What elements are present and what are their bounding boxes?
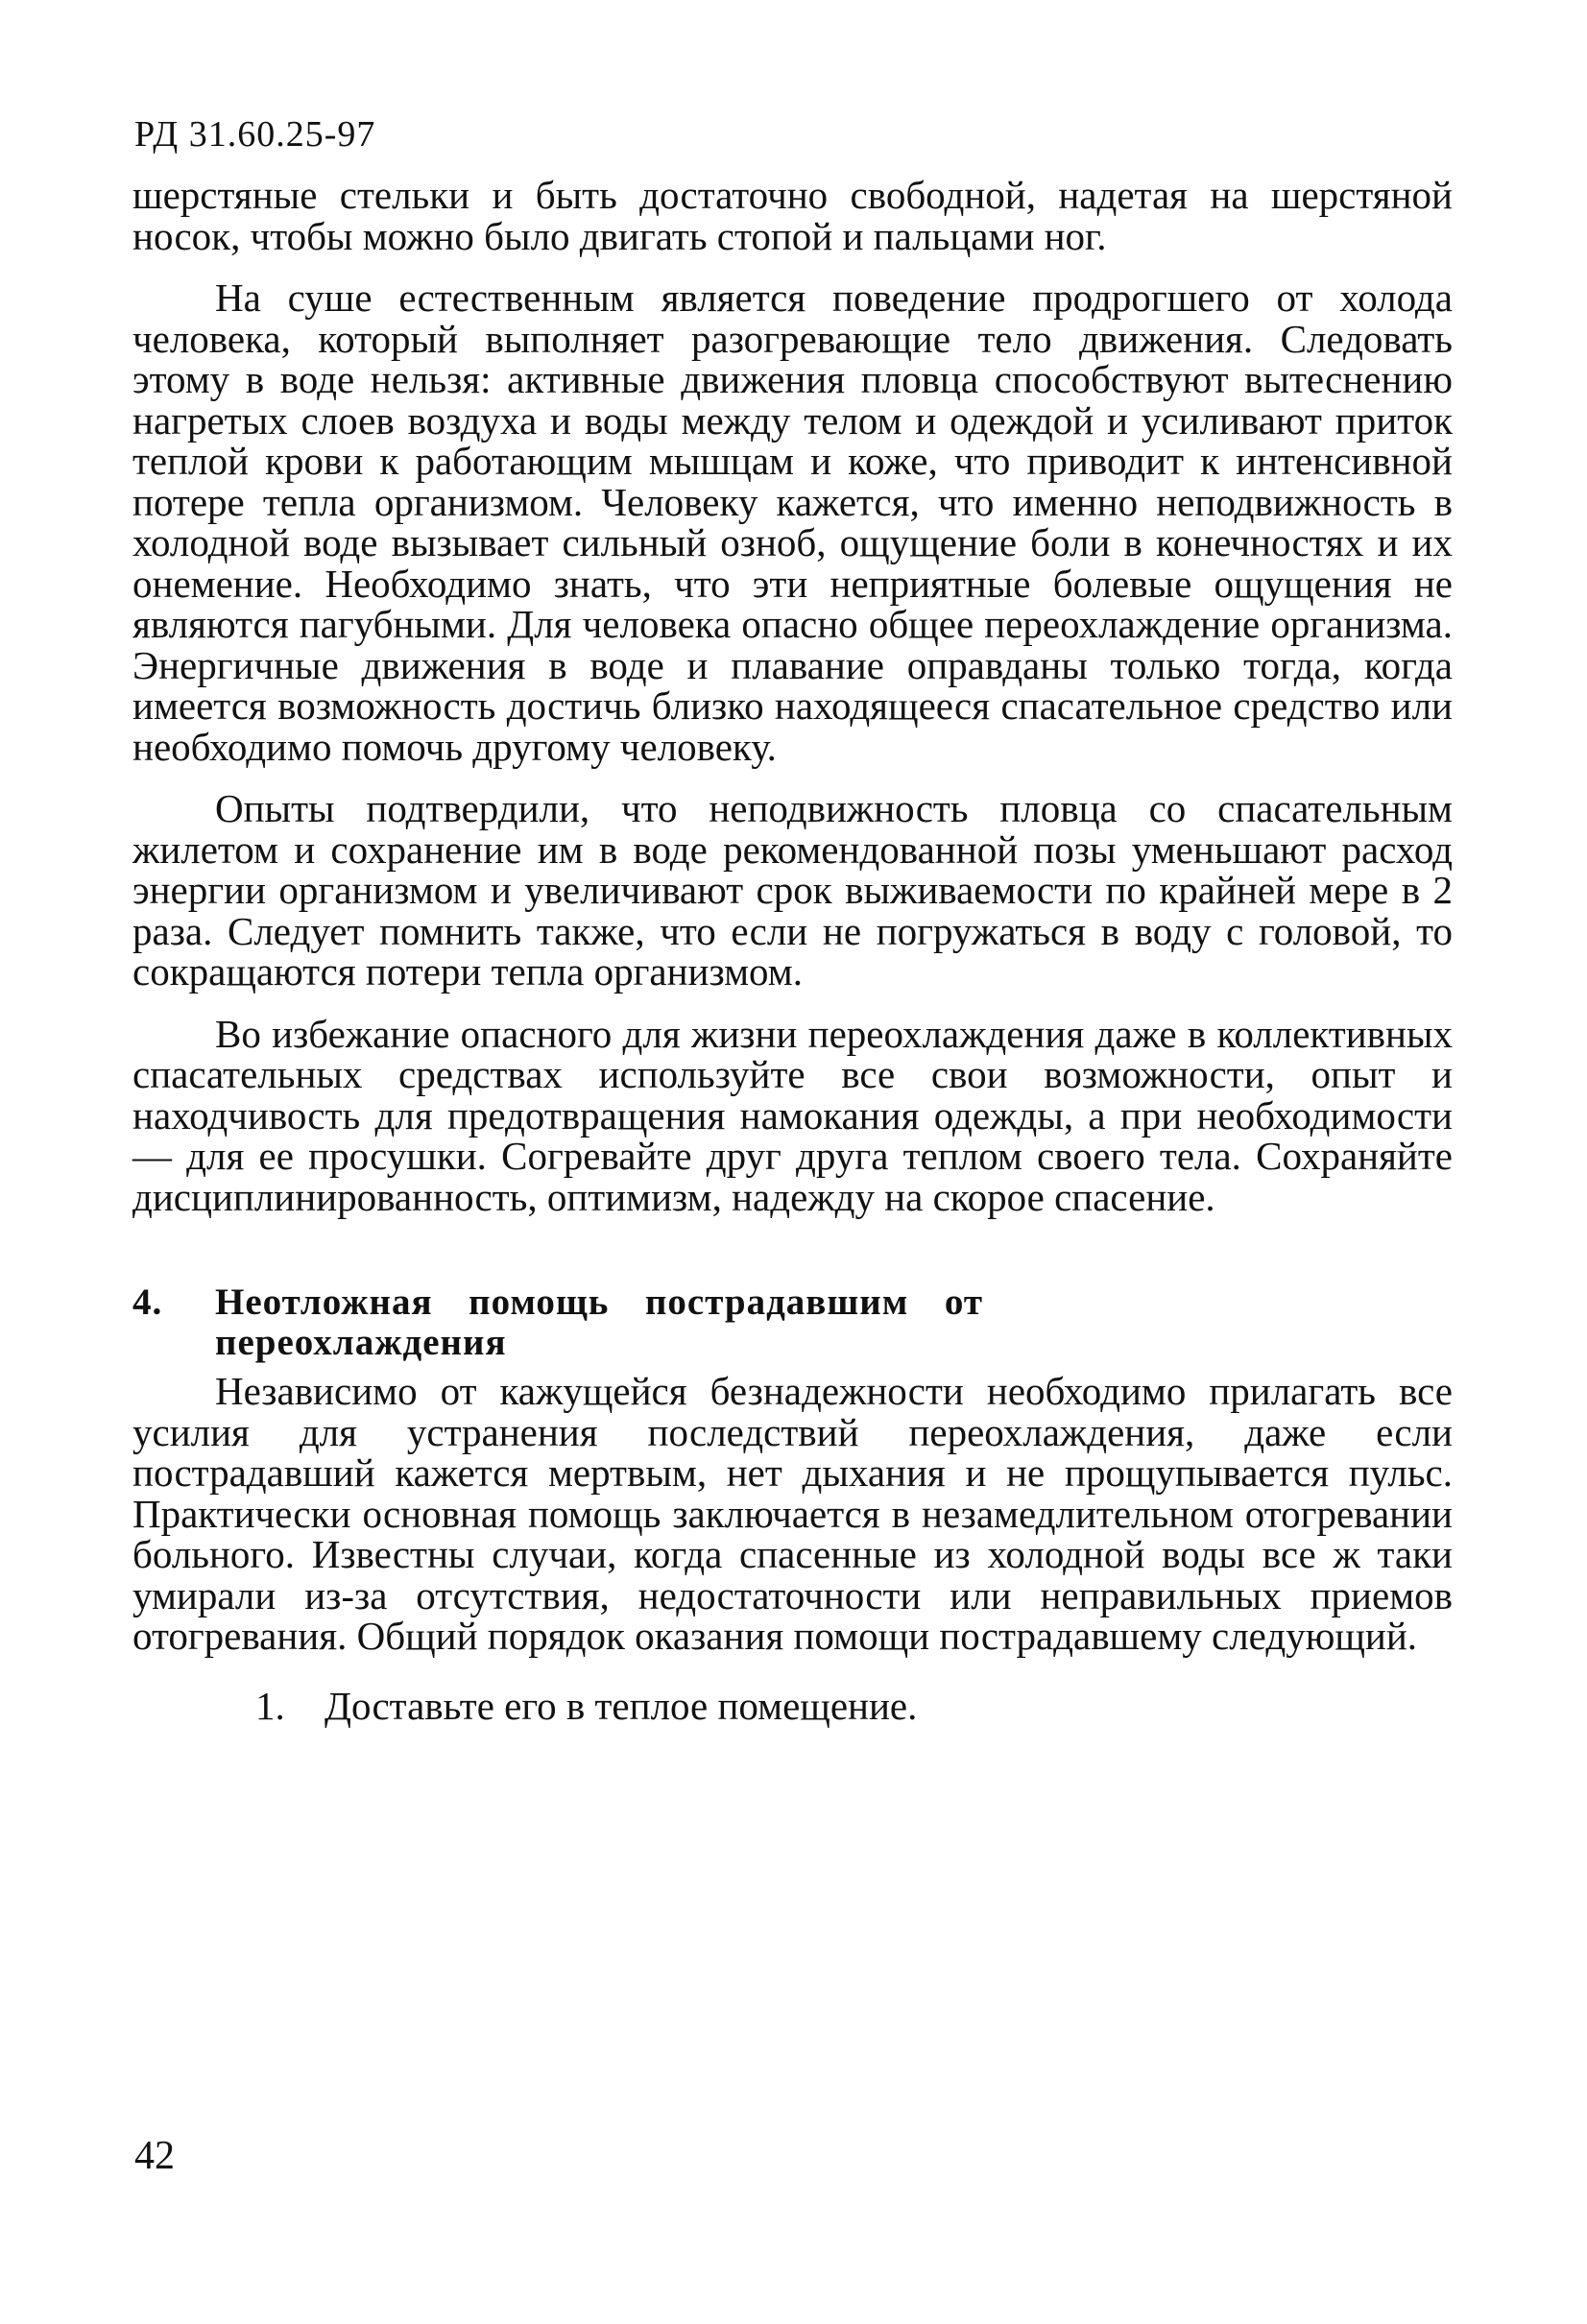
- list-item: [132, 1683, 1453, 1728]
- list-item-number: 1.: [255, 1683, 285, 1728]
- section-number: 4.: [132, 1282, 163, 1323]
- paragraph-emergency-help: Независимо от кажущейся безнадежности необходимо прилагать все усилия для устранения последствий переохлаждения, даже если пострадавший кажется мертвым, нет дыхания и не прощупывается пульс. Практически основная помощь заключается в незамедлительном отогревании больного. Известны случаи, когда спасенные из холодной воды все ж таки умирали из-за отсутствия, недостаточности или неправильных приемов отогревания. Общий порядок оказания помощи пострадавшему следующий.: [132, 1369, 1453, 1658]
- paragraph-experiments: Опыты подтвердили, что неподвижность пловца со спасательным жилетом и сохранение им в воде рекомендованной позы уменьшают расход энергии организмом и увеличивают срок выживаемости по крайней мере в 2 раза. Следует помнить также, что если не погружаться в воду с головой, то сокращаются потери тепла организмом.: [132, 786, 1453, 994]
- paragraph-collective-means: Во избежание опасного для жизни переохлаждения даже в коллективных спасательных средствах используйте все свои возможности, опыт и находчивость для предотвращения намокания одежды, а при необходимости — для ее просушки. Согревайте друг друга теплом своего тела. Сохраняйте дисциплинированность, оптимизм, надежду на скорое спасение.: [132, 1011, 1453, 1219]
- page-number: 42: [134, 2134, 175, 2178]
- list-item-text: Доставьте его в теплое помещение.: [325, 1683, 918, 1728]
- section-title: Неотложная помощь пострадавшим от переохлаждения: [215, 1282, 983, 1363]
- document-body: [132, 175, 1453, 1726]
- paragraph-land-behavior: На суше естественным является поведение продрогшего от холода человека, который выполняет разогревающие тело движения. Следовать этому в воде нельзя: активные движения пловца способствуют вытеснению нагретых слоев воздуха и воды между телом и одеждой и усиливают приток теплой крови к работающим мышцам и коже, что приводит к интенсивной потере тепла организмом. Человеку кажется, что именно неподвижность в холодной воде вызывает сильный озноб, ощущение боли в конечностях и их онемение. Необходимо знать, что эти неприятные болевые ощущения не являются пагубными. Для человека опасно общее переохлаждение организма. Энергичные движения в воде и плавание оправданы только тогда, когда имеется возможность достичь близко находящееся спасательное средство или необходимо помочь другому человеку.: [132, 276, 1453, 769]
- document-code-header: РД 31.60.25-97: [134, 114, 376, 155]
- paragraph-continuation: шерстяные стельки и быть достаточно свободной, надетая на шерстяной носок, чтобы можно было двигать стопой и пальцами ног.: [132, 173, 1453, 258]
- section-heading: [132, 1282, 1453, 1363]
